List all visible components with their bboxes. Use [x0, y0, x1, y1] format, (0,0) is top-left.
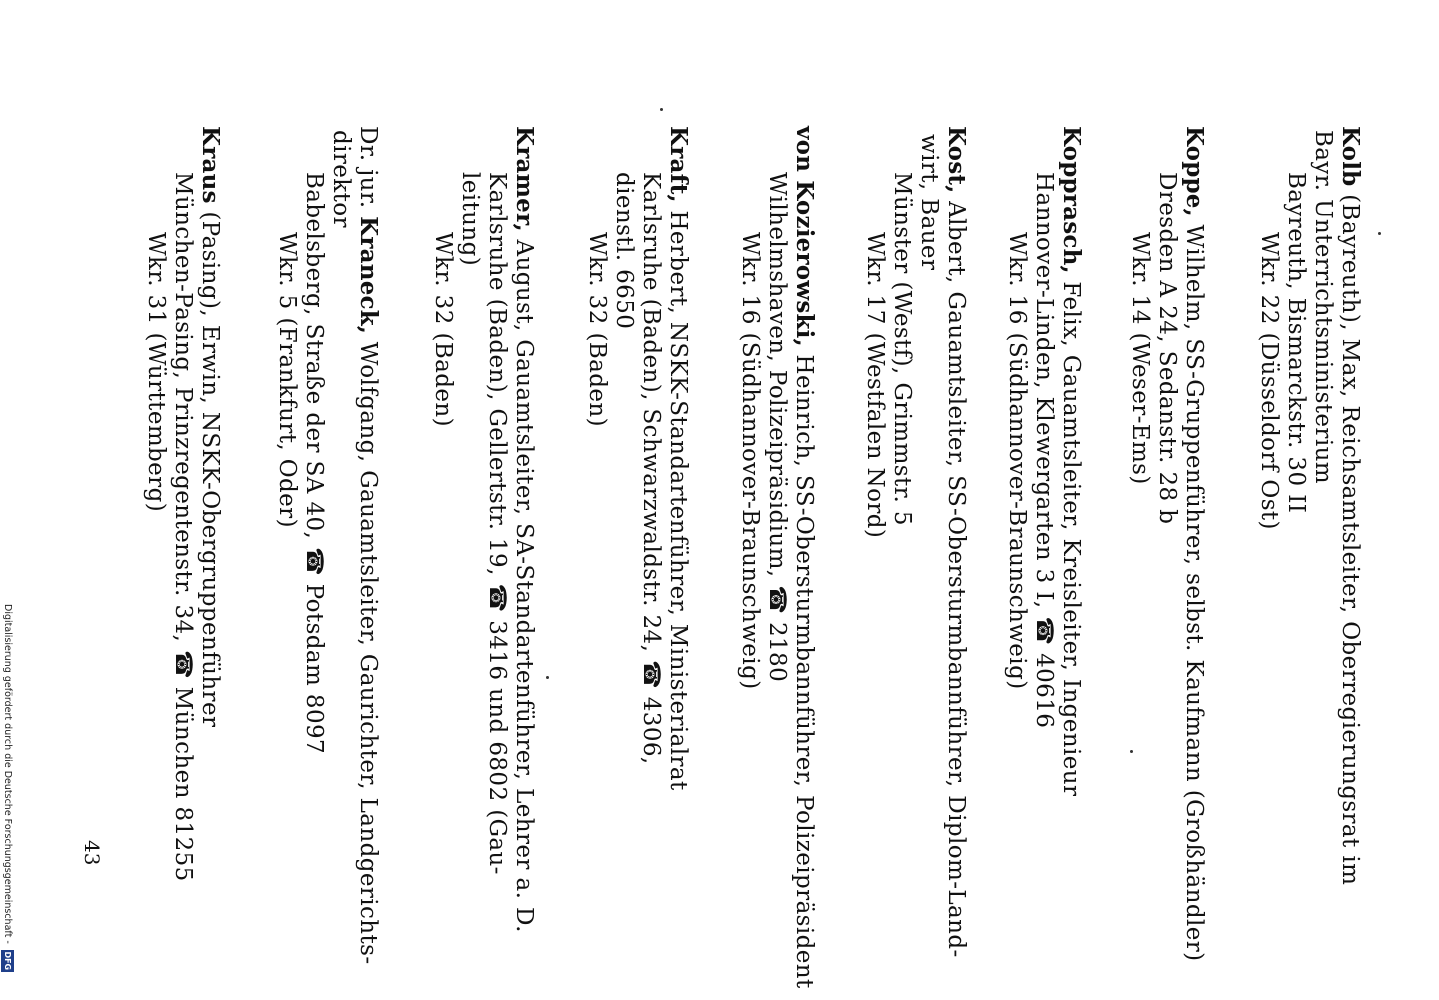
entry-line: Kramer, August, Gauamtsleiter, SA-Standartenführer, Lehrer a. D.	[511, 126, 538, 933]
entry-line: Wkr. 32 (Baden)	[584, 232, 610, 427]
entry-von-kozierowski	[736, 126, 818, 989]
entry-line: leitung)	[457, 172, 483, 267]
dfg-logo: DFG	[3, 951, 12, 971]
entry-line: Dresden A 24, Sedanstr. 28 b	[1154, 172, 1180, 525]
page-number: 43	[80, 840, 104, 866]
scan-speck	[1130, 750, 1133, 753]
entry-line: Koppe, Wilhelm, SS-Gruppenführer, selbst. Kaufmann (Großhändler)	[1181, 126, 1208, 962]
entry-kraneck	[273, 126, 382, 965]
entry-kramer	[429, 126, 538, 933]
entry-line: Babelsberg, Straße der SA 40, ☎ Potsdam 8097	[301, 172, 327, 755]
entry-line: Kraft, Herbert, NSKK-Standartenführer, Ministerialrat	[665, 126, 692, 791]
entry-line: direktor	[328, 130, 354, 228]
entry-line: Karlsruhe (Baden), Gellertstr. 19, ☎ 3416 und 6802 (Gau-	[484, 172, 510, 875]
entry-line: Wkr. 5 (Frankfurt, Oder)	[274, 232, 300, 528]
entry-line: Wkr. 16 (Südhannover-Braunschweig)	[737, 232, 763, 690]
entry-kraus	[142, 126, 224, 882]
scan-speck	[1378, 232, 1381, 235]
entry-line: Kost, Albert, Gauamtsleiter, SS-Obersturmbannführer, Diplom-Land-	[943, 126, 970, 958]
entry-line: Hannover-Linden, Klewergarten 3 I, ☎ 40616	[1031, 172, 1057, 729]
entry-kost	[861, 126, 970, 958]
entry-line: Wilhelmshaven, Polizeipräsidium, ☎ 2180	[764, 172, 790, 683]
digitization-credit-text: Digitalisierung gefördert durch die Deutsche Forschungsgemeinschaft -	[2, 604, 13, 944]
entry-line: wirt, Bauer	[916, 134, 942, 271]
entry-kraft	[583, 126, 692, 791]
entry-line: Kopprasch, Felix, Gauamtsleiter, Kreisleiter, Ingenieur	[1058, 126, 1085, 797]
entry-kolb	[1255, 126, 1364, 885]
entry-line: Wkr. 14 (Weser-Ems)	[1127, 232, 1153, 485]
entry-line: Wkr. 31 (Württemberg)	[143, 232, 169, 513]
entry-line: Wkr. 22 (Düsseldorf Ost)	[1256, 232, 1282, 530]
entry-line: Wkr. 16 (Südhannover-Braunschweig)	[1004, 232, 1030, 690]
entry-line: Kolb (Bayreuth), Max, Reichsamtsleiter, Oberregierungsrat im	[1337, 126, 1364, 886]
entry-line: Karlsruhe (Baden), Schwarzwaldstr. 24, ☎ 4306,	[638, 172, 664, 765]
entry-line: Bayreuth, Bismarckstr. 30 II	[1283, 172, 1309, 514]
entry-line: Wkr. 17 (Westfalen Nord)	[862, 232, 888, 539]
scan-speck	[546, 676, 549, 679]
entry-line: Wkr. 32 (Baden)	[430, 232, 456, 427]
entry-line: dienstl. 6650	[611, 172, 637, 330]
entry-koppe	[1126, 126, 1208, 962]
entry-line: Dr. jur. Kraneck, Wolfgang, Gauamtsleiter, Gaurichter, Landgerichts-	[355, 126, 382, 965]
entry-line: Münster (Westf), Grimmstr. 5	[889, 172, 915, 526]
entry-line: Kraus (Pasing), Erwin, NSKK-Obergruppenführer	[197, 126, 224, 728]
entry-line: von Kozierowski, Heinrich, SS-Obersturmbannführer, Polizeipräsident	[791, 126, 818, 989]
digitization-credit	[1, 604, 14, 972]
entry-line: München-Pasing, Prinzregentenstr. 34, ☎ München 81255	[170, 172, 196, 882]
entry-kopprasch	[1003, 126, 1085, 796]
entry-line: Bayr. Unterrichtsministerium	[1310, 130, 1336, 484]
scan-speck	[660, 108, 663, 111]
